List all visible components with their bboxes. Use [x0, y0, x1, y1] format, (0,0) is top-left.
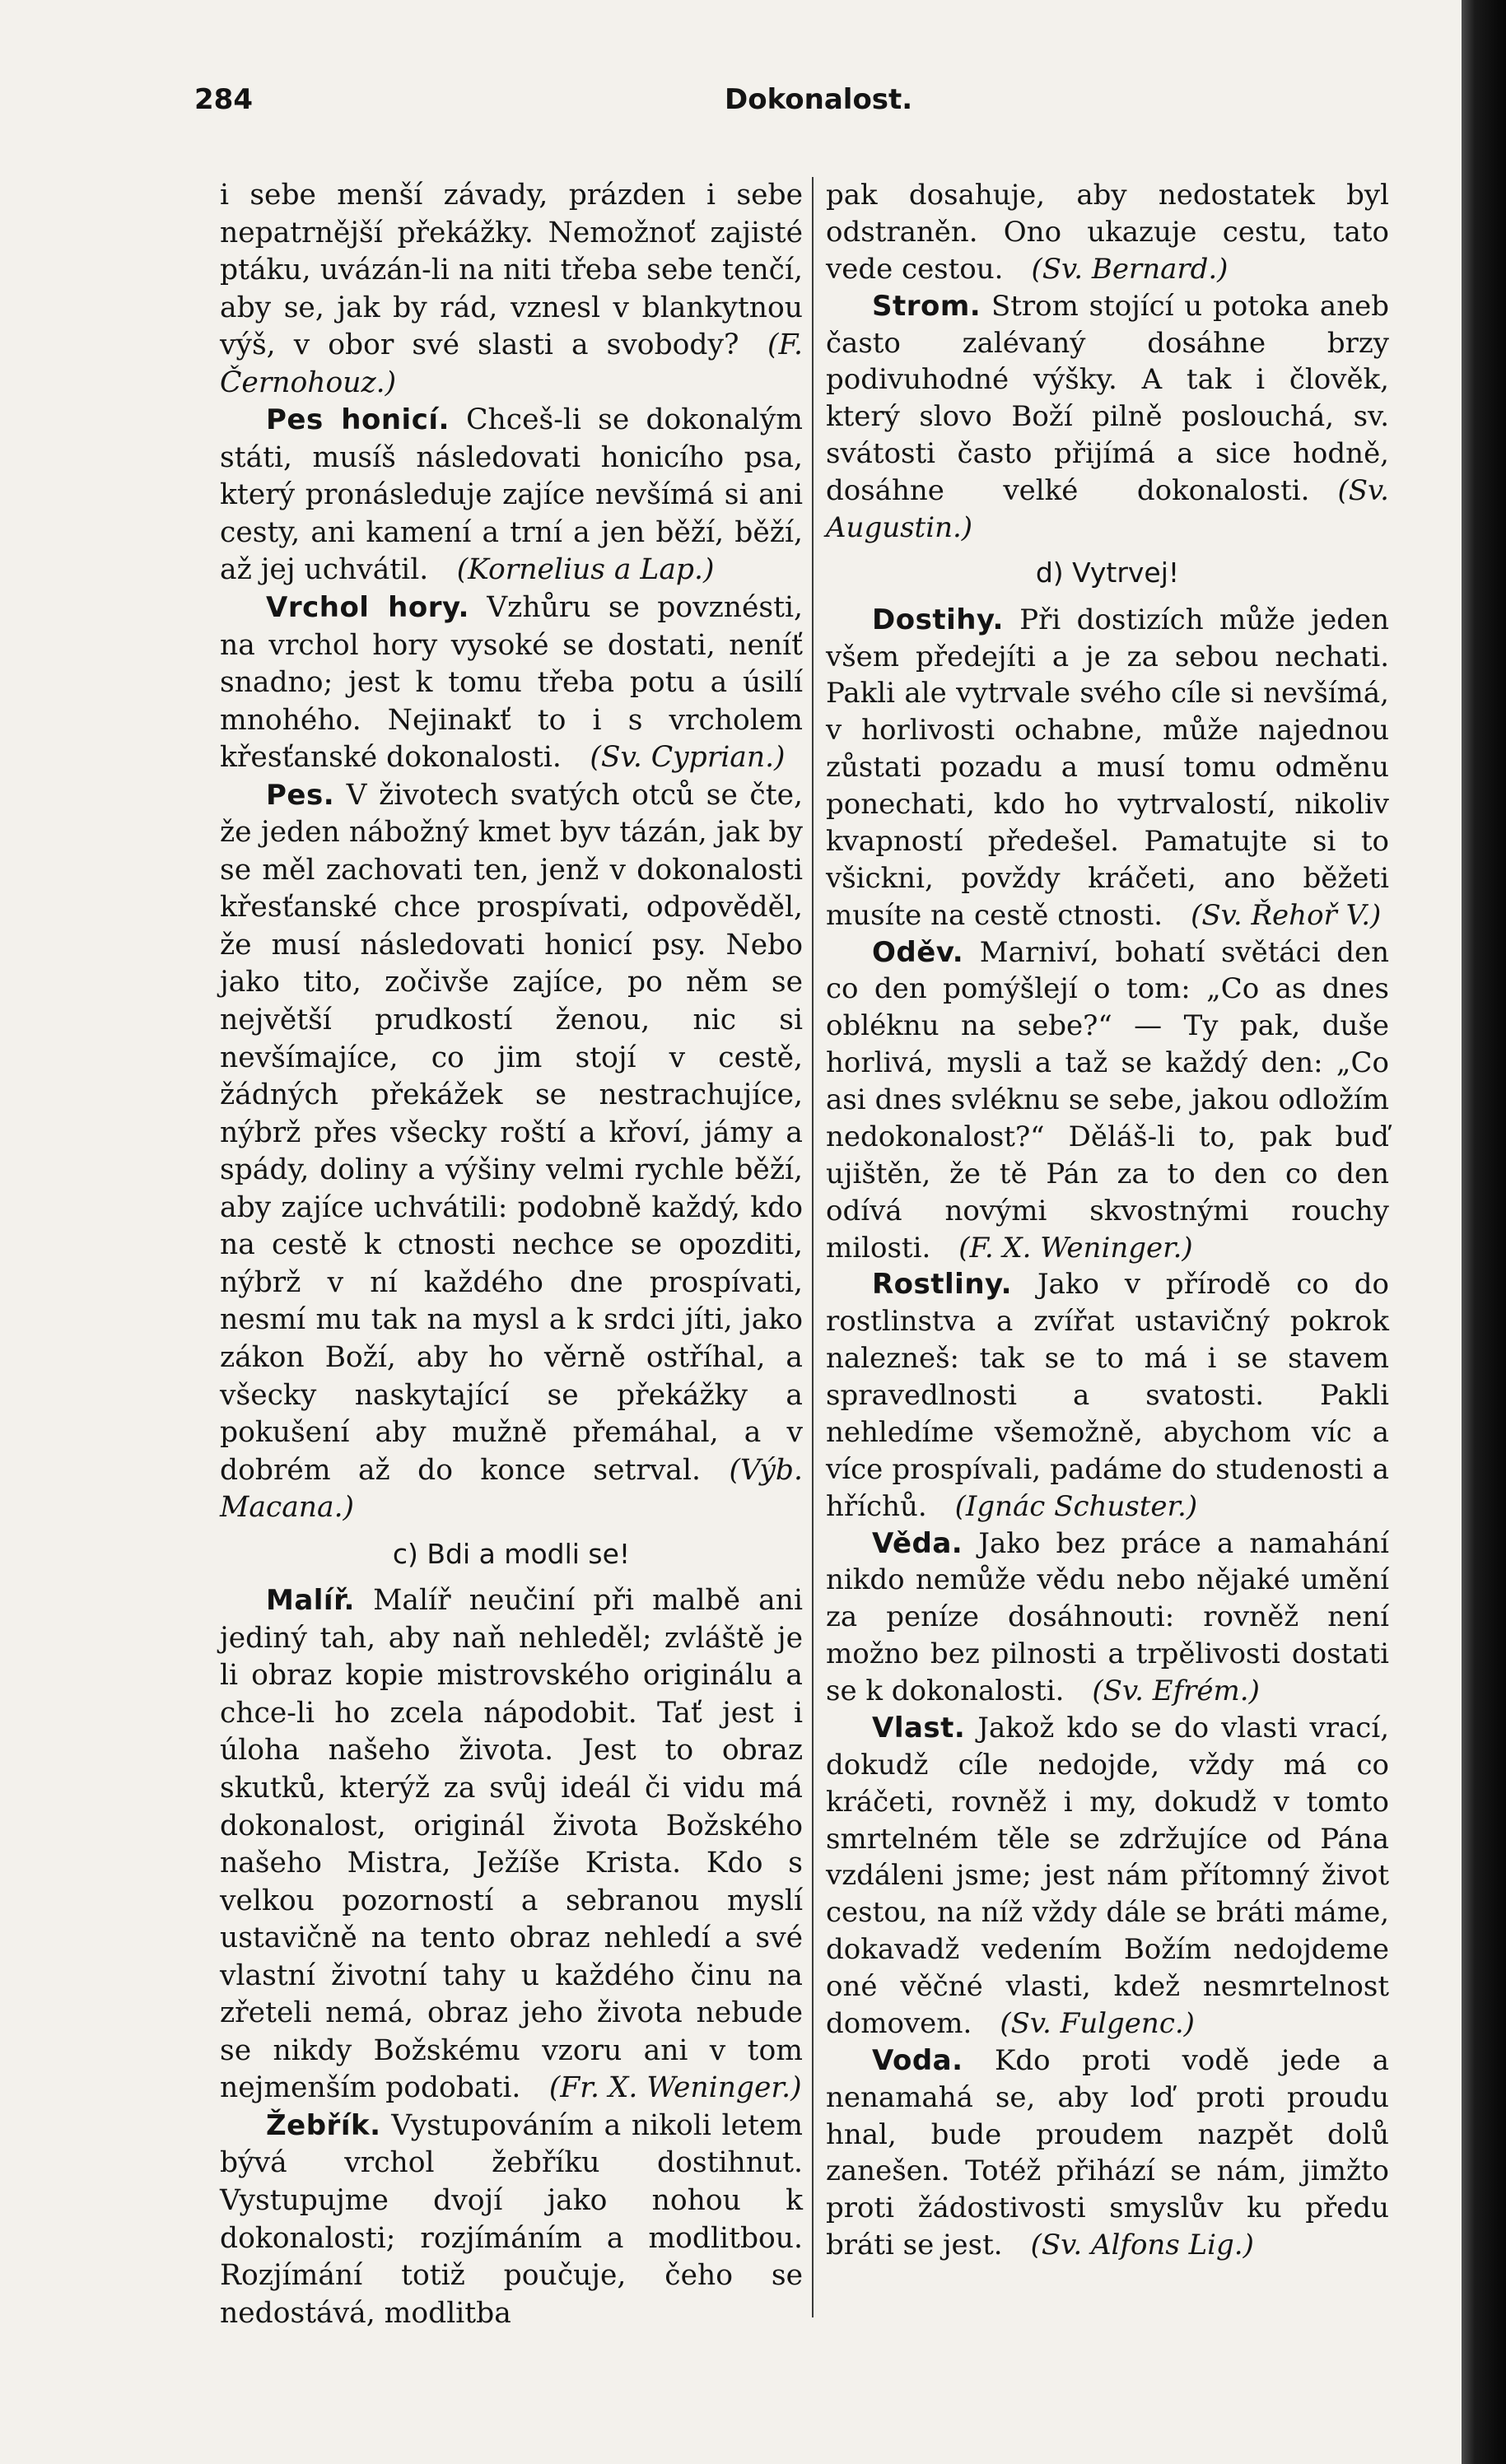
entry-paragraph — [220, 1582, 803, 2108]
continuation-paragraph — [826, 177, 1389, 288]
source-citation: (F. Černohouz.) — [220, 328, 803, 399]
entry-paragraph — [826, 1710, 1389, 2042]
entry-paragraph — [826, 1266, 1389, 1525]
source-citation: (Sv. Cyprian.) — [590, 741, 786, 775]
right-column — [826, 177, 1389, 2264]
source-citation: (Sv. Efrém.) — [1092, 1674, 1260, 1707]
entry-text: Chceš-li se dokonalým státi, musíš následovati honicího psa, který pronásleduje zajíce nevšímá si ani cesty, ani kamení a trní a jen běží, běží, až jej uchvátil. — [220, 403, 804, 587]
entry-paragraph — [826, 288, 1389, 547]
entry-keyword: Strom. — [872, 289, 981, 323]
entry-keyword: Vlast. — [872, 1711, 966, 1744]
entry-text: Jako v přírodě co do rostlinstva a zvířat ustavičný pokrok nalezneš: tak se to má i se stavem spravedlnosti a svatosti. Pakli nehledíme všemožně, abychom víc a více prospívali, padáme do studenosti a hříchů. — [826, 1268, 1389, 1523]
entry-keyword: Dostihy. — [872, 603, 1004, 636]
source-citation: (Sv. Alfons Lig.) — [1030, 2229, 1254, 2262]
entry-keyword: Rostliny. — [872, 1268, 1013, 1302]
left-column — [220, 177, 803, 2332]
entry-text: i sebe menší závady, prázden i sebe nepatrnější překážky. Nemožnoť zajisté ptáku, uvázán-li na niti třeba sebe tenčí, aby se, jak by rád, vznesl v blankytnou výš, v obor své slasti a svobody? — [220, 179, 803, 362]
entry-text: Kdo proti vodě jede a nenamahá se, aby loď proti proudu hnal, bude proudem nazpět dolů zanešen. Totéž přihází se nám, jimžto proti žádostivosti smyslův ku předu bráti se jest. — [826, 2043, 1390, 2262]
source-citation: (Sv. Bernard.) — [1031, 252, 1229, 286]
column-divider — [812, 177, 814, 2317]
entry-paragraph — [220, 402, 803, 589]
entry-paragraph — [826, 2042, 1389, 2264]
entry-keyword: Oděv. — [872, 935, 964, 969]
entry-paragraph — [826, 934, 1389, 1267]
entry-keyword: Vrchol hory. — [266, 591, 469, 625]
entry-paragraph — [220, 777, 803, 1527]
source-citation: (Kornelius a Lap.) — [456, 553, 715, 587]
running-title: Dokonalost. — [725, 83, 913, 116]
entry-paragraph — [220, 589, 803, 777]
source-citation: (Fr. X. Weninger.) — [548, 2071, 802, 2105]
source-citation: (Sv. Augustin.) — [826, 474, 1389, 544]
entry-paragraph — [826, 1525, 1389, 1710]
entry-text: Jakož kdo se do vlasti vrací, dokudž cíle nedojde, vždy má co kráčeti, rovněž i my, dokudž v tomto smrtelném těle se zdržujíce od Pána vzdáleni jsme; jest nám přítomný život cestou, na níž vždy dále se bráti máme, dokavadž vedením Božím nedojdeme oné věčné vlasti, kdež nesmrtelnost domovem. — [826, 1711, 1389, 2040]
source-citation: (Sv. Řehoř V.) — [1191, 898, 1382, 932]
entry-text: Marniví, bohatí světáci den co den pomýšlejí o tom: „Co as dnes obléknu na sebe?“ — Ty pak, duše horlivá, mysli a taž se každý den: „Co asi dnes svléknu se sebe, jakou odložím nedokonalost?“ Děláš-li to, pak buď ujištěn, že tě Pán za to den co den odívá novými skvostnými rouchy milosti. — [826, 935, 1389, 1265]
source-citation: (F. X. Weninger.) — [958, 1231, 1193, 1265]
entry-text: Při dostizích může jeden všem předejíti a je za sebou nechati. Pakli ale vytrvale svého cíle si nevšímá, v horlivosti ochabne, může najednou zůstati pozadu a musí tomu odměnu ponechati, kdo ho vytrvalostí, nikoliv kvapností předešel. Pamatujte si to všickni, povždy kráčeti, ano běžeti musíte na cestě ctnosti. — [826, 603, 1389, 932]
entry-text: Malíř neučiní při malbě ani jediný tah, aby naň nehleděl; zvláště je li obraz kopie mistrovského originálu a chce-li ho zcela nápodobit. Tať jest i úloha našeho života. Jest to obraz skutků, kterýž za svůj ideál či vidu má dokonalost, originál života Božského našeho Mistra, Ježíše Krista. Kdo s velkou pozorností a sebranou myslí ustavičně na tento obraz nehledí a své vlastní životní tahy u každého činu na zřeteli nemá, obraz jeho života nebude se nikdy Božskému vzoru ani v tom nejmenším podobati. — [220, 1584, 803, 2105]
section-heading: d) Vytrvej! — [1035, 556, 1180, 589]
entry-paragraph — [826, 602, 1389, 934]
source-citation: (Sv. Fulgenc.) — [1000, 2006, 1195, 2040]
entry-keyword: Žebřík. — [266, 2108, 381, 2142]
entry-text: V životech svatých otců se čte, že jeden nábožný kmet byv tázán, jak by se měl zachovati ten, jenž v dokonalosti křesťanské chce prospívati, odpověděl, že musí následovati honicí psy. Nebo jako tito, zočivše zajíce, po něm se největší prudkostí ženou, nic si nevšímajíce, co jim stojí v cestě, žádných překážek se nestrachujíce, nýbrž přes všecky roští a křoví, jámy a spády, doliny a výšiny velmi rychle běží, aby zajíce uchvátili: podobně každý, kdo na cestě k ctnosti nechce se opozditi, nýbrž v ní každého dne prospívati, nesmí mu tak na mysl a k srdci jíti, jako zákon Boží, aby ho věrně ostříhal, a všecky naskytající se překážky a pokušení aby mužně přemáhal, a v dobrém až do konce setrval. — [220, 778, 804, 1487]
entry-keyword: Voda. — [872, 2043, 963, 2077]
source-citation: (Výb. Macana.) — [220, 1453, 803, 1525]
source-citation: (Ignác Schuster.) — [954, 1489, 1198, 1523]
entry-paragraph — [220, 2108, 803, 2332]
entry-text: Jako bez práce a namahání nikdo nemůže vědu nebo nějaké umění za peníze dosáhnouti: rovněž není možno bez pilnosti a trpělivosti dostati se k dokonalosti. — [826, 1526, 1390, 1707]
page-number: 284 — [194, 83, 253, 116]
entry-keyword: Pes honicí. — [266, 403, 450, 437]
entry-keyword: Malíř. — [266, 1584, 355, 1618]
section-heading: c) Bdi a modli se! — [392, 1537, 631, 1570]
entry-keyword: Pes. — [266, 778, 335, 812]
continuation-paragraph — [220, 177, 803, 402]
entry-text: pak dosahuje, aby nedostatek byl odstraněn. Ono ukazuje cestu, tato vede cestou. — [826, 179, 1389, 286]
book-edge-shadow — [1462, 0, 1506, 2464]
entry-text: Strom stojící u potoka aneb často zalévaný dosáhne brzy podivuhodné výšky. A tak i člověk, který slovo Boží pilně poslouchá, sv. svátosti často přijímá a sice hodně, dosáhne velké dokonalosti. — [826, 289, 1389, 507]
entry-keyword: Věda. — [872, 1526, 963, 1560]
entry-text: Vystupováním a nikoli letem bývá vrchol žebříku dostihnut. Vystupujme dvojí jako nohou k dokonalosti; rozjímáním a modlitbou. Rozjímání totiž poučuje, čeho se nedostává, modlitba — [220, 2108, 803, 2330]
entry-text: Vzhůru se povznésti, na vrchol hory vysoké se dostati, neníť snadno; jest k tomu třeba potu a úsilí mnohého. Nejinakť to i s vrcholem křesťanské dokonalosti. — [220, 591, 803, 775]
